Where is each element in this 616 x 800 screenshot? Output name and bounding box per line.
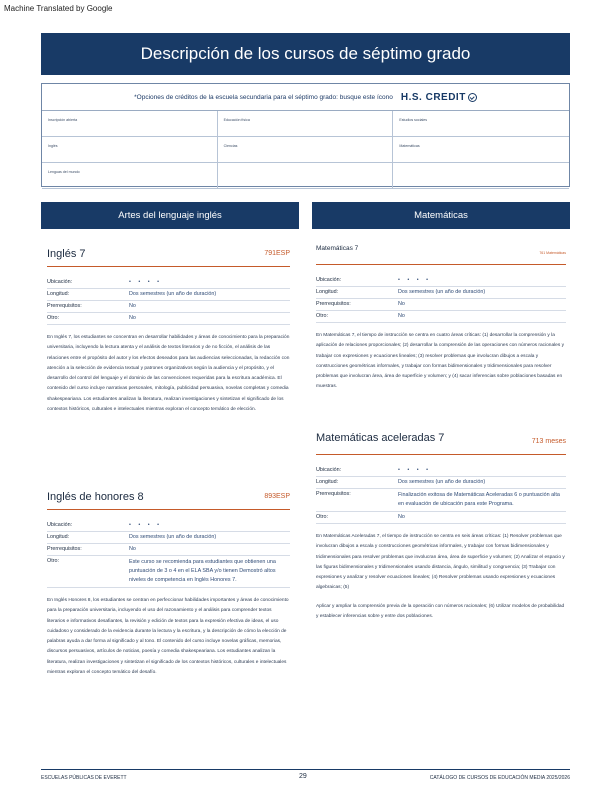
credit-cell: Inscripción abierta	[42, 111, 218, 137]
course-description: En Matemáticas 7, el tiempo de instrucción se centra en cuatro áreas críticas: (1) desarrollar la comprensión y la aplicación de relaciones proporcionales; (2) desarrollar la comprensión de las operaciones con números racionales y trabajar con expresiones y ecuaciones lineales; (3) resolver problemas que involucran dibujos a escala y construcciones geométricas informales, y trabajar con formas bidimensionales y tridimensionales para resolver problemas que involucran área, área de superficie y volumen; y (4) sacar inferencias sobre poblaciones basadas en muestras.	[316, 333, 564, 390]
footer-catalog: CATÁLOGO DE CURSOS DE EDUCACIÓN MEDIA 2025/2026	[429, 775, 570, 781]
column-header-english: Artes del lenguaje inglés	[41, 202, 299, 229]
prop-prereq: Prerrequisitos: No	[47, 301, 290, 313]
prop-other: Otro: No	[316, 512, 566, 524]
check-circle-icon	[468, 93, 477, 102]
credit-text: *Opciones de créditos de la escuela secundaria para el séptimo grado: busque este ícono	[134, 93, 393, 101]
credit-box	[41, 83, 570, 187]
column-header-math: Matemáticas	[312, 202, 570, 229]
course-description: En Inglés Honores 8, los estudiantes se centran en perfeccionar habilidades importantes y áreas de conocimiento para la preparación universitaria, incluyendo el uso del razonamiento y el análisis para comprender textos literarios e informativos desafiantes, la revisión y edición de textos para la expresión efectiva de ideas, el uso cuidadoso y considerado de la evidencia durante la lectura y la escritura, y la descripción de cómo la elección de palabras ayuda a dar forma al significado y al tono. El contenido del curso incluye novelas gráficas, memorias, discursos persuasivos, artículos de noticias, poesía y comedia shakespeariana. Los estudiantes analizan la literatura, realizan investigaciones y sintetizan el significado de los contextos históricos, culturales e intelectuales mientras exploran el concepto temático del desafío.	[47, 598, 289, 676]
page-number: 29	[299, 773, 307, 780]
credit-cell	[218, 163, 394, 189]
prop-location: Ubicación: • • • •	[47, 277, 290, 289]
course-title: Matemáticas 7	[316, 245, 359, 252]
course-code: 791ESP	[264, 250, 290, 257]
course-title: Matemáticas aceleradas 7	[316, 432, 445, 444]
course-code: 761 Matemáticas	[539, 251, 566, 255]
course-code: 893ESP	[264, 493, 290, 500]
course-description: En Inglés 7, los estudiantes se concentran en desarrollar habilidades y áreas de conocimiento para la preparación universitaria, incluyendo la lectura atenta y el análisis de textos literarios y de no ficción, el análisis de las relaciones entre el propósito del autor y los efectos deseados para las audiencias seleccionadas, la redacción con atención a la selección de evidencia textual y patrones organizativos según la audiencia y el propósito, y el desarrollo del control del lenguaje y el dominio de las convenciones requeridas para la escritura académica. El contenido del curso incluye narrativas personales, mitología, publicidad persuasiva, novelas completas y comedia shakespeariana. Los estudiantes analizan la literatura, realizan investigaciones y sintetizan el significado de los contextos históricos, culturales e intelectuales mientras exploran el concepto temático de elección.	[47, 335, 290, 413]
course-description: En Matemáticas Aceleradas 7, el tiempo de instrucción se centra en seis áreas críticas: (1) Resolver problemas que involucran dibujos a escala y construcciones geométricas informales, y trabajar con formas bidimensionales y tridimensionales para resolver problemas que involucran área, área de superficie y volumen; (2) Analizar el espacio y las figuras bidimensionales y tridimensionales usando distancia, ángulo, similitud y congruencia; (3) Trabajar con expresiones y analizar y resolver ecuaciones lineales; (4) Resolver problemas usando expresiones y ecuaciones algebraicas; (5)	[316, 534, 565, 591]
course-accel7	[316, 432, 566, 622]
prop-location: Ubicación: • • • •	[316, 465, 566, 477]
credit-header	[42, 84, 569, 111]
prop-other: Otro: Este curso se recomienda para estudiantes que obtienen una puntuación de 3 o 4 en el ELA SBA y/o tienen Demostró altos niveles de competencia en Inglés Honores 7.	[47, 556, 290, 588]
credit-cell: Estudios sociales	[393, 111, 569, 137]
credit-cell: Educación física	[218, 111, 394, 137]
credit-cell	[393, 163, 569, 189]
credit-cell: Matemáticas	[393, 137, 569, 163]
prop-prereq: Prerrequisitos: No	[316, 299, 566, 311]
prop-length: Longitud: Dos semestres (un año de duración)	[316, 477, 566, 489]
credit-cell: Lenguas del mundo	[42, 163, 218, 189]
prop-location: Ubicación: • • • •	[47, 520, 290, 532]
page-footer	[41, 769, 570, 781]
prop-prereq: Prerrequisitos: Finalización exitosa de Matemáticas Aceleradas 6 o puntuación alta en evaluación de ubicación para este Programa.	[316, 489, 566, 512]
credit-cell: Inglés	[42, 137, 218, 163]
course-english7	[47, 248, 290, 415]
machine-translated-note: Machine Translated by Google	[4, 4, 113, 13]
footer-school: ESCUELAS PÚBLICAS DE EVERETT	[41, 775, 127, 781]
prop-prereq: Prerrequisitos: No	[47, 544, 290, 556]
prop-length: Longitud: Dos semestres (un año de duración)	[47, 289, 290, 301]
course-description-2: Aplicar y ampliar la comprensión previa de la operación con números racionales; (6) Utilizar modelos de probabilidad y establecer inferencias sobre y entre dos poblaciones.	[316, 603, 565, 620]
course-honors8	[47, 491, 290, 678]
page-title: Descripción de los cursos de séptimo grado	[41, 33, 570, 75]
prop-length: Longitud: Dos semestres (un año de duración)	[316, 287, 566, 299]
prop-length: Longitud: Dos semestres (un año de duración)	[47, 532, 290, 544]
course-title: Inglés de honores 8	[47, 491, 144, 503]
course-math7	[316, 245, 566, 393]
course-title: Inglés 7	[47, 248, 86, 260]
credit-cell: Ciencias	[218, 137, 394, 163]
prop-location: Ubicación: • • • •	[316, 275, 566, 287]
prop-other: Otro: No	[47, 313, 290, 325]
course-code: 713 meses	[531, 438, 566, 445]
hs-credit-logo: H.S. CREDIT	[401, 92, 477, 103]
credit-grid	[42, 111, 569, 189]
prop-other: Otro: No	[316, 311, 566, 323]
